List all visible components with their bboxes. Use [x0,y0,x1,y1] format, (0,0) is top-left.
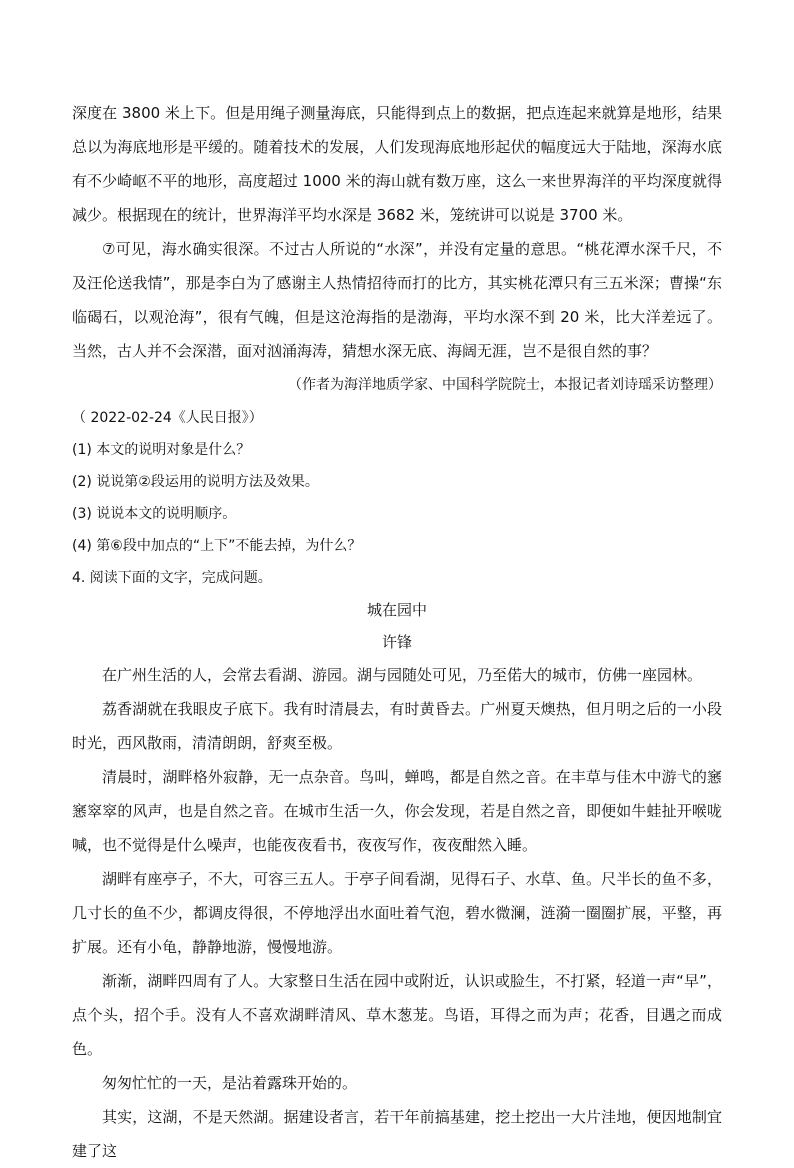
article-paragraph: 渐渐，湖畔四周有了人。大家整日生活在园中或附近，认识或脸生，不打紧，轻道一声“早”，点个头，招个手。没有人不喜欢湖畔清风、草木葱茏。鸟语，耳得之而为声；花香，目遇之而成色。 [72,972,722,1058]
article-title: 城在园中 [366,601,427,619]
source-note: （ 2022-02-24《人民日报》） [72,410,263,426]
article-paragraph: 荔香湖就在我眼皮子底下。我有时清晨去，有时黄昏去。广州夏天燠热，但月明之后的一小段时光，西风散雨，清清朗朗，舒爽至极。 [72,700,722,752]
article-paragraph: 匆匆忙忙的一天，是沾着露珠开始的。 [102,1074,358,1092]
article-paragraph: 在广州生活的人，会常去看湖、游园。湖与园随处可见，乃至偌大的城市，仿佛一座园林。 [102,666,703,684]
article-author: 许锋 [381,633,412,651]
question-prompt: 4. 阅读下面的文字，完成问题。 [72,570,272,586]
question-item: (1) 本文的说明对象是什么？ [72,442,251,458]
passage-paragraph: ⑦可见，海水确实很深。不过古人所说的“水深”，并没有定量的意思。“桃花潭水深千尺，不及汪伦送我情”，那是李白为了感谢主人热情招待而打的比方，其实桃花潭只有三五米深；曹操“东临碣石，以观沧海”，很有气魄，但是这沧海指的是渤海，平均水深不到 20 米，比大洋差远了。当然，古人并不会深潜，面对汹涌海涛，猜想水深无底、海阔无涯，岂不是很自然的事？ [72,240,722,360]
article-paragraph: 其实，这湖，不是天然湖。据建设者言，若干年前搞基建，挖土挖出一大片洼地，便因地制宜建了这 [72,1108,722,1160]
question-item: (4) 第⑥段中加点的“上下”不能去掉，为什么？ [72,538,362,554]
document-page [72,96,722,1168]
passage-paragraph: 深度在 3800 米上下。但是用绳子测量海底，只能得到点上的数据，把点连起来就算是地形，结果总以为海底地形是平缓的。随着技术的发展，人们发现海底地形起伏的幅度远大于陆地，深海水底有不少崎岖不平的地形，高度超过 1000 米的海山就有数万座，这么一来世界海洋的平均深度就得减少。根据现在的统计，世界海洋平均水深是 3682 米，笼统讲可以说是 3700 米。 [72,104,722,224]
article-paragraph: 清晨时，湖畔格外寂静，无一点杂音。鸟叫，蝉鸣，都是自然之音。在丰草与佳木中游弋的窸窸窣窣的风声，也是自然之音。在城市生活一久，你会发现，若是自然之音，即便如牛蛙扯开喉咙喊，也不觉得是什么噪声，也能夜夜看书，夜夜写作，夜夜酣然入睡。 [72,768,722,854]
attribution: （作者为海洋地质学家、中国科学院院士，本报记者刘诗瑶采访整理） [288,377,722,393]
question-item: (2) 说说第②段运用的说明方法及效果。 [72,474,319,490]
question-item: (3) 说说本文的说明顺序。 [72,506,237,522]
article-paragraph: 湖畔有座亭子，不大，可容三五人。于亭子间看湖，见得石子、水草、鱼。尺半长的鱼不多，几寸长的鱼不少，都调皮得很，不停地浮出水面吐着气泡，碧水微澜，涟漪一圈圈扩展，平整，再扩展。还有小龟，静静地游，慢慢地游。 [72,870,722,956]
